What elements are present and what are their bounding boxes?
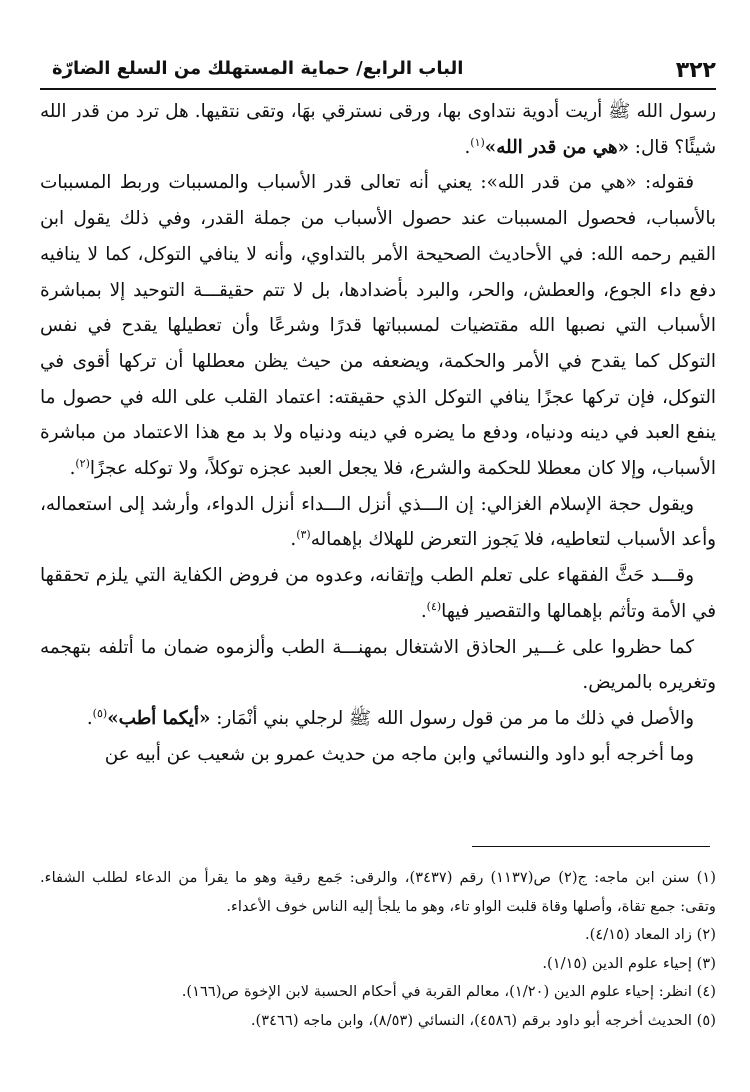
paragraph-3 <box>40 487 716 558</box>
footnote-ref-5[interactable]: (٥) <box>92 706 108 720</box>
hadith-quote-2: «أيكما أطب» <box>107 707 211 729</box>
running-header <box>40 52 716 90</box>
paragraph-1-end: . <box>464 136 471 158</box>
paragraph-2-end: . <box>69 458 76 480</box>
paragraph-3-end: . <box>290 529 297 551</box>
paragraph-1-text: رسول الله ﷺ أريت أدوية نتداوى بها، ورقى نسترقي بهَا، وتقى نتقيها. هل ترد من قدر الله شيئًا؟ قال: <box>40 101 716 158</box>
paragraph-5-text: كما حظروا على غـــير الحاذق الاشتغال بمهنـــة الطب وألزموه ضمان ما أتلفه بتهجمه وتغريره بالمريض. <box>40 636 716 694</box>
footnote-ref-4[interactable]: (٤) <box>426 599 442 613</box>
paragraph-2 <box>40 165 716 486</box>
footnote-2: (٢) زاد المعاد (٤/١٥). <box>585 926 716 944</box>
hadith-quote-1: «هي من قدر الله» <box>484 136 629 158</box>
footnote-ref-2[interactable]: (٢) <box>75 457 90 471</box>
footnote-ref-1[interactable]: (١) <box>470 135 485 149</box>
paragraph-3-text: ويقول حجة الإسلام الغزالي: إن الـــذي أنزل الـــداء أنزل الدواء، وأرشد إلى استعماله، وأعد الأسباب لتعاطيه، فلا يَجوز التعرض للهلاك بإهماله <box>40 493 716 551</box>
paragraph-4 <box>40 558 716 629</box>
paragraph-7 <box>40 737 716 773</box>
footnote-4: (٤) انظر: إحياء علوم الدين (١/٢٠)، معالم القربة في أحكام الحسبة لابن الإخوة ص(١٦٦). <box>181 983 716 1001</box>
footnote-ref-3[interactable]: (٣) <box>296 528 311 542</box>
footnote-separator <box>472 846 710 847</box>
footnote-5: (٥) الحديث أخرجه أبو داود برقم (٤٥٨٦)، النسائي (٨/٥٣)، وابن ماجه (٣٤٦٦). <box>250 1011 716 1029</box>
footnote-3: (٣) إحياء علوم الدين (١/١٥). <box>542 954 716 972</box>
paragraph-6-text: والأصل في ذلك ما مر من قول رسول الله ﷺ لرجلي بني أنْمَار: <box>210 707 694 729</box>
paragraph-6-end: . <box>86 707 93 729</box>
chapter-title: الباب الرابع/ حماية المستهلك من السلع الضارّة <box>52 58 464 79</box>
footnote-1: (١) سنن ابن ماجه: ج(٢) ص(١١٣٧) رقم (٣٤٣٧)، والرقى: جَمع رقية وهو ما يقرأ من الدعاء لطلب الشفاء. وتقى: جمع تقاة، وأصلها وقاة قلبت الواو تاء، وهو ما يلجأ إليه الناس خوف الأعداء. <box>40 869 716 915</box>
paragraph-7-text: وما أخرجه أبو داود والنسائي وابن ماجه من حديث عمرو بن شعيب عن أبيه عن <box>104 743 694 765</box>
footnotes <box>40 864 716 1036</box>
paragraph-2-text: فقوله: «هي من قدر الله»: يعني أنه تعالى قدر الأسباب والمسببات وربط المسببات بالأسباب، فحصول المسببات عند حصول الأسباب من جملة القدر، وفي ذلك يقول ابن القيم رحمه الله: في الأحاديث الصحيحة الأمر بالتداوي، وأنه لا ينافي التوكل، كما لا ينافيه دفع داء الجوع، والعطش، والحر، والبرد بأضدادها، بل لا تتم حقيقـــة التوحيد إلا بمباشرة الأسباب التي نصبها الله مقتضيات لمسبباتها قدرًا وشرعًا وأن تعطيلها يقدح في نفس التوكل كما يقدح في الأمر والحكمة، ويضعفه من حيث يظن معطلها أن تركها أقوى في التوكل، فإن تركها عجزًا ينافي التوكل الذي حقيقته: اعتماد القلب على الله في حصول ما ينفع العبد في دينه ودنياه، ودفع ما يضره في دينه ودنياه ولا بد مع هذا الاعتماد من مباشرة الأسباب، وإلا كان معطلا للحكمة والشرع، فلا يجعل العبد عجزه توكلاً، ولا توكله عجزًا <box>40 172 716 480</box>
main-text <box>40 94 716 772</box>
paragraph-4-end: . <box>420 600 427 622</box>
paragraph-5 <box>40 630 716 701</box>
page-number: ٣٢٢ <box>675 58 716 83</box>
paragraph-1 <box>40 94 716 165</box>
paragraph-6 <box>40 701 716 737</box>
paragraph-4-text: وقـــد حَثَّ الفقهاء على تعلم الطب وإتقانه، وعدوه من فروض الكفاية التي يلزم تحققها في الأمة وتأثم بإهمالها والتقصير فيها <box>40 565 716 622</box>
header-rule <box>40 88 716 90</box>
